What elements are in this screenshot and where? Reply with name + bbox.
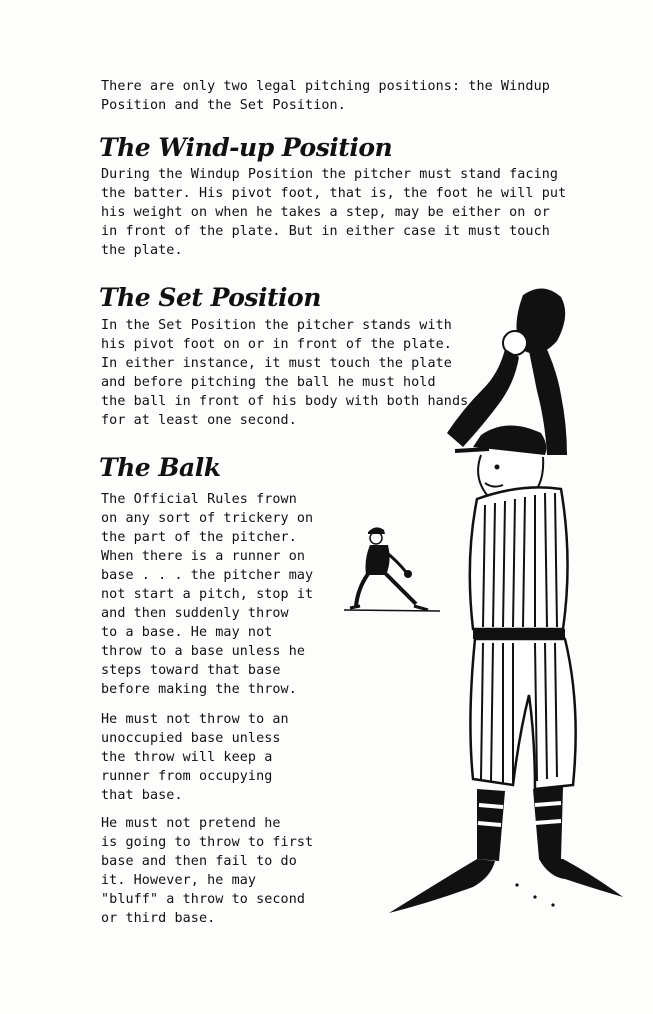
balk-paragraph-1: The Official Rules frown on any sort of trickery on the part of the pitcher. When there is a runner on base . . . the pitcher may not start a pitch, stop it and then suddenly throw to a base. He may not throw to a base unless he steps toward that base before making the throw. xyxy=(101,492,314,697)
windup-paragraph: During the Windup Position the pitcher must stand facing the batter. His pivot foot, that is, the foot he will put his weight on when he takes a step, may be either on or in front of the plate. But in either case it must touch the plate. xyxy=(101,167,567,258)
set-position-paragraph: In the Set Position the pitcher stands with his pivot foot on or in front of the plate. In either instance, it must touch the plate and before pitching the ball he must hold the ball in front of his body with both hands for at least one second. xyxy=(101,318,469,428)
balk-paragraph-3: He must not pretend he is going to throw to first base and then fail to do it. However, he may "bluff" a throw to second or third base. xyxy=(101,816,314,926)
intro-paragraph: There are only two legal pitching positions: the Windup Position and the Set Position. xyxy=(101,79,550,113)
pitcher-illustration xyxy=(385,285,630,920)
set-position-heading: The Set Position xyxy=(99,283,321,312)
windup-heading: The Wind-up Position xyxy=(99,133,393,162)
balk-heading: The Balk xyxy=(99,453,221,482)
balk-paragraph-2: He must not throw to an unoccupied base unless the throw will keep a runner from occupying that base. xyxy=(101,712,289,803)
